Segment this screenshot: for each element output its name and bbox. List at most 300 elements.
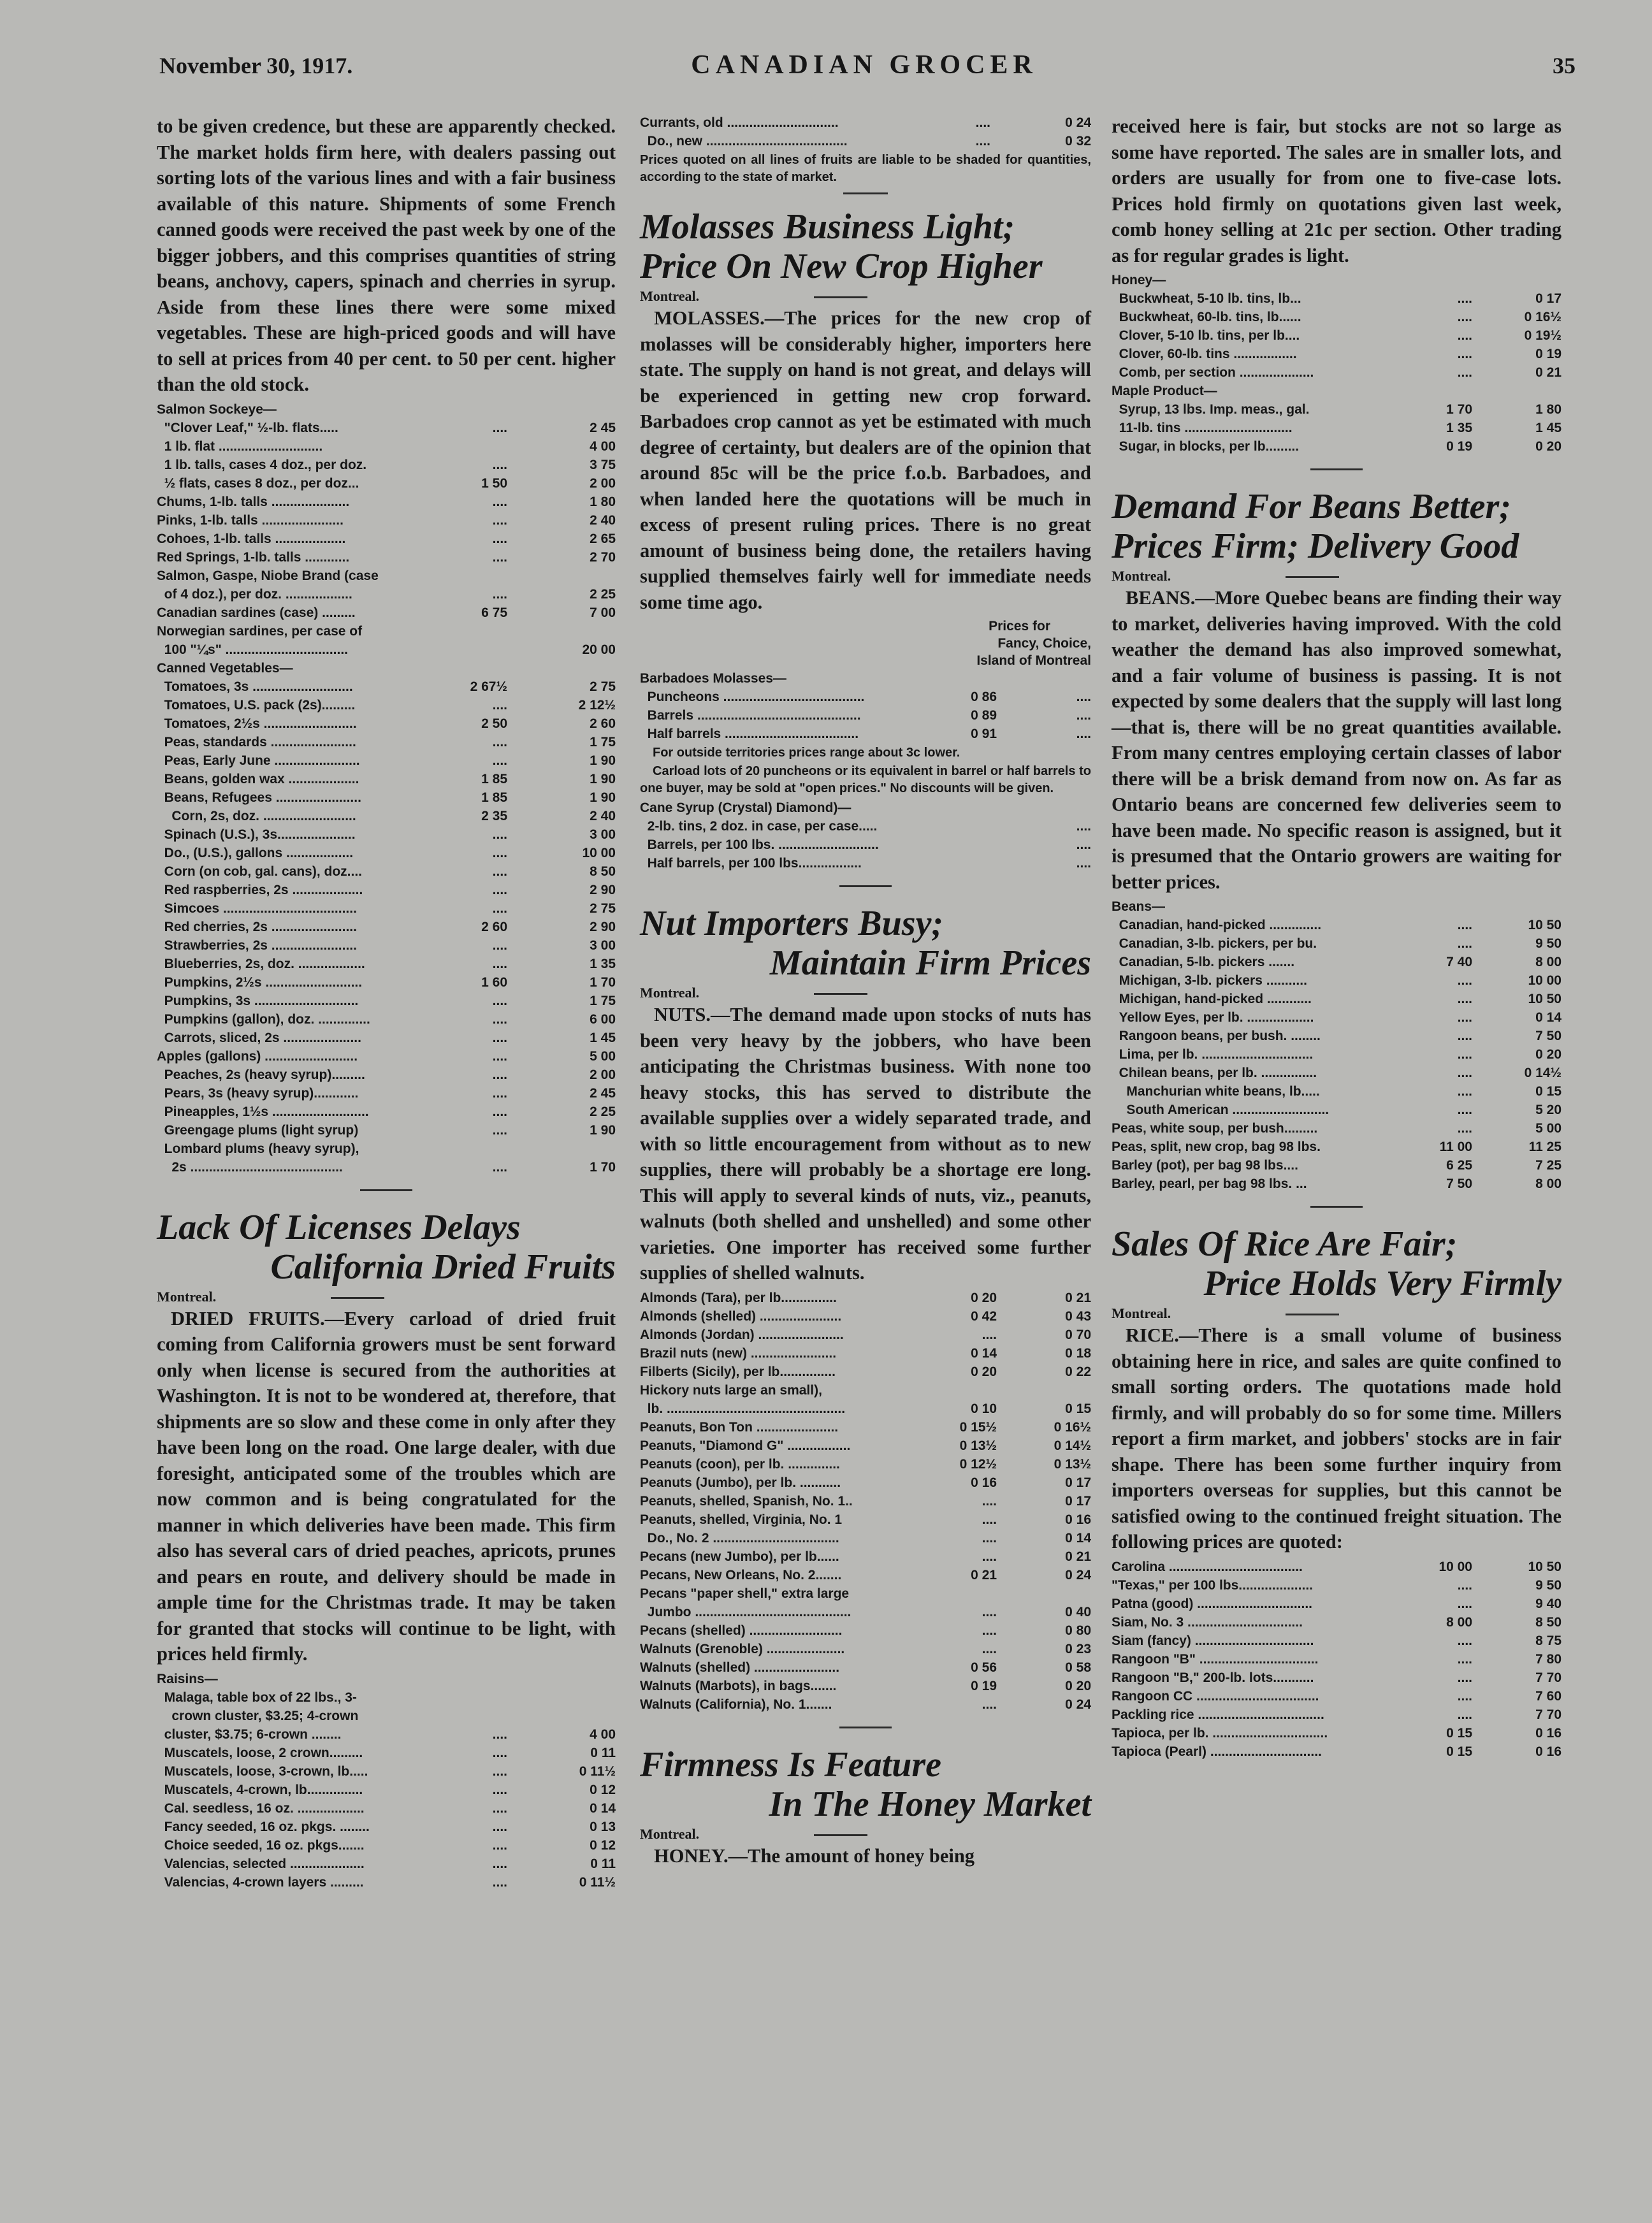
price-row — [157, 1047, 616, 1066]
price-row — [157, 1799, 616, 1818]
price-high: 0 17 — [1535, 291, 1561, 306]
price-low: .... — [492, 697, 507, 713]
price-low: 7 40 — [1446, 955, 1472, 969]
price-high: 0 80 — [1065, 1623, 1091, 1638]
price-item: Carrots, sliced, 2s ..................... — [157, 1030, 361, 1045]
price-row — [640, 1695, 1091, 1714]
colhead-line-2: Fancy, Choice, — [997, 636, 1091, 651]
dateline-text: Montreal. — [640, 288, 700, 304]
price-row — [640, 1621, 1091, 1640]
price-low: 0 19 — [1446, 439, 1472, 454]
price-row — [640, 113, 1091, 132]
price-low: .... — [1457, 1670, 1472, 1685]
currants-price-table — [640, 113, 1091, 150]
price-high — [1472, 382, 1561, 400]
price-high: 2 40 — [590, 808, 616, 823]
price-high — [507, 1688, 616, 1707]
price-item: Choice seeded, 16 oz. pkgs....... — [157, 1837, 365, 1853]
price-item: Canadian, hand-picked .............. — [1112, 918, 1322, 932]
column-3 — [1112, 113, 1561, 1761]
price-low — [933, 1584, 997, 1603]
price-row — [157, 1084, 616, 1103]
price-item: Hickory nuts large an small), — [640, 1382, 822, 1398]
dateline — [1112, 1305, 1561, 1322]
price-low: .... — [492, 993, 507, 1008]
price-item: Tapioca, per lb. ............................... — [1112, 1725, 1328, 1741]
price-item: Walnuts (shelled) ....................... — [640, 1660, 840, 1675]
price-high: 2 45 — [590, 420, 616, 435]
price-row — [1112, 1595, 1561, 1613]
price-row — [1112, 1027, 1561, 1045]
price-high: 1 70 — [590, 1159, 616, 1175]
price-low: 0 15 — [1446, 1725, 1472, 1741]
price-low: .... — [492, 734, 507, 749]
dateline-text: Montreal. — [157, 1288, 217, 1305]
price-row — [157, 1066, 616, 1084]
price-high: 10 00 — [1528, 973, 1561, 988]
price-low: 6 25 — [1446, 1158, 1472, 1173]
price-low: 1 50 — [481, 475, 507, 491]
price-row — [640, 1455, 1091, 1474]
price-high: 0 15 — [1065, 1401, 1091, 1416]
price-low: 2 60 — [481, 919, 507, 934]
molasses-column-heading — [640, 618, 1091, 669]
price-item: Peas, white soup, per bush......... — [1112, 1121, 1318, 1136]
price-high: 0 43 — [1065, 1308, 1091, 1324]
price-item: Michigan, hand-picked ............ — [1112, 992, 1312, 1006]
price-low — [939, 836, 997, 854]
headline-line-1: Demand For Beans Better; — [1112, 487, 1511, 526]
price-row — [640, 1307, 1091, 1326]
dateline-rule — [814, 296, 867, 298]
price-low: .... — [492, 1067, 507, 1082]
price-low: 1 85 — [481, 790, 507, 805]
price-row — [640, 1344, 1091, 1363]
price-low: .... — [492, 531, 507, 546]
canned-goods-price-table — [157, 400, 616, 1177]
price-item: Corn (on cob, gal. cans), doz.... — [157, 864, 363, 879]
price-high: 0 20 — [1535, 1047, 1561, 1062]
price-high: 8 50 — [590, 864, 616, 879]
dateline-text: Montreal. — [1112, 1305, 1171, 1321]
price-item: 100 "¼s" ................................. — [157, 642, 349, 657]
price-low: .... — [1457, 918, 1472, 932]
price-low: .... — [982, 1604, 997, 1619]
price-high: 2 12½ — [578, 697, 616, 713]
price-row — [1112, 916, 1561, 934]
price-row — [157, 474, 616, 493]
price-low: 0 14 — [971, 1345, 997, 1361]
price-low: .... — [1457, 1707, 1472, 1722]
price-item: Tapioca (Pearl) .............................. — [1112, 1744, 1322, 1759]
price-item: Sugar, in blocks, per lb......... — [1112, 439, 1300, 454]
dried-fruits-text: DRIED FRUITS.—Every carload of dried fruit coming from California growers must be sent forward only when license is secured from the authorities at Washington. It is not to be wondered at, therefore, that shipments are so slow and these come in only after they have been long on the road. One large dealer, with due foresight, anticipated some of the troubles which are now common and is being congratulated for the manner in which deliveries have been made. This firm also has several cars of dried peaches, apricots, prunes and pears en route, and delivery should be made in ample time for the Christmas trade. It may be taken for granted that stocks will continue to be light, with prices held firmly. — [157, 1307, 616, 1665]
price-high: 0 20 — [1065, 1678, 1091, 1693]
price-high: 1 80 — [1535, 402, 1561, 417]
section-separator — [360, 1189, 412, 1191]
price-item: Strawberries, 2s ....................... — [157, 938, 357, 953]
price-item: Walnuts (California), No. 1....... — [640, 1697, 832, 1712]
price-row — [1112, 1138, 1561, 1156]
price-low: 0 42 — [971, 1308, 997, 1324]
price-item: Cohoes, 1-lb. talls ................... — [157, 531, 346, 546]
price-row — [157, 1855, 616, 1873]
price-row — [1112, 1632, 1561, 1650]
price-row — [157, 1707, 616, 1725]
price-high: .... — [1076, 690, 1091, 704]
honey-price-table — [1112, 271, 1561, 456]
price-item: Canned Vegetables— — [157, 660, 293, 676]
price-low: .... — [1457, 992, 1472, 1006]
price-low: .... — [492, 1837, 507, 1853]
price-item: Greengage plums (light syrup) — [157, 1122, 359, 1138]
price-row — [1112, 1687, 1561, 1705]
price-item: Canadian, 3-lb. pickers, per bu. — [1112, 936, 1317, 951]
price-high: 5 00 — [590, 1048, 616, 1064]
price-row — [640, 725, 1091, 743]
price-item: Rangoon beans, per bush. ........ — [1112, 1029, 1321, 1043]
headline-line-2: Price Holds Very Firmly — [1203, 1264, 1561, 1303]
price-row — [157, 1836, 616, 1855]
price-row — [157, 1873, 616, 1892]
price-item: Valencias, selected .................... — [157, 1856, 365, 1871]
price-row — [157, 585, 616, 604]
price-high: 0 23 — [1065, 1641, 1091, 1656]
price-item: Pinks, 1-lb. talls ...................... — [157, 512, 344, 528]
price-item: Half barrels .................................... — [640, 727, 859, 741]
price-high: 2 45 — [590, 1085, 616, 1101]
price-high: 0 21 — [1065, 1549, 1091, 1564]
price-low: .... — [1457, 936, 1472, 951]
price-low: .... — [492, 882, 507, 897]
dateline — [640, 287, 1091, 305]
price-item: Tomatoes, U.S. pack (2s)......... — [157, 697, 356, 713]
price-item: Beans— — [1112, 899, 1166, 914]
price-high: 7 60 — [1535, 1688, 1561, 1704]
price-low: .... — [1457, 1066, 1472, 1080]
price-high: 1 45 — [590, 1030, 616, 1045]
price-low: .... — [492, 864, 507, 879]
price-low — [1402, 271, 1472, 289]
price-row — [1112, 326, 1561, 345]
dateline — [157, 1288, 616, 1306]
price-row — [1112, 308, 1561, 326]
price-row — [640, 1492, 1091, 1510]
price-item: Peanuts (Jumbo), per lb. ........... — [640, 1475, 841, 1490]
price-item: crown cluster, $3.25; 4-crown — [157, 1708, 359, 1723]
price-low: 0 13½ — [959, 1438, 997, 1453]
price-high: 0 19 — [1535, 347, 1561, 361]
price-item: Pecans "paper shell," extra large — [640, 1586, 850, 1601]
price-high — [507, 659, 616, 677]
price-row — [640, 1529, 1091, 1547]
price-item: Pears, 3s (heavy syrup)............ — [157, 1085, 359, 1101]
price-low: .... — [492, 1819, 507, 1834]
price-low: .... — [492, 1104, 507, 1119]
price-high: 0 13 — [590, 1819, 616, 1834]
price-low: .... — [492, 586, 507, 602]
section-separator — [839, 885, 892, 887]
molasses-headline — [640, 207, 1091, 286]
price-high: 10 50 — [1528, 1559, 1561, 1574]
price-high: 7 25 — [1535, 1158, 1561, 1173]
price-low: 2 67½ — [470, 679, 507, 694]
price-low: .... — [492, 512, 507, 528]
price-high — [997, 799, 1091, 817]
price-row — [157, 1688, 616, 1707]
price-item: Barbadoes Molasses— — [640, 671, 786, 686]
price-high: 0 14 — [1535, 1010, 1561, 1025]
price-item: lb. ................................................ — [640, 1401, 846, 1416]
price-low: 1 60 — [481, 974, 507, 990]
price-item: Siam (fancy) ................................ — [1112, 1633, 1314, 1648]
price-item: Clover, 60-lb. tins ................. — [1112, 347, 1297, 361]
price-low: 0 89 — [971, 708, 997, 723]
price-row — [157, 419, 616, 437]
price-item: Walnuts (Marbots), in bags....... — [640, 1678, 837, 1693]
price-high: 0 18 — [1065, 1345, 1091, 1361]
price-item: Cal. seedless, 16 oz. .................. — [157, 1800, 365, 1816]
price-item: Manchurian white beans, lb..... — [1112, 1084, 1320, 1099]
price-item: Lombard plums (heavy syrup), — [157, 1141, 359, 1156]
price-high: 0 16½ — [1524, 310, 1561, 324]
price-high: 1 90 — [590, 790, 616, 805]
price-low: .... — [982, 1530, 997, 1546]
price-row — [640, 706, 1091, 725]
price-high: .... — [1076, 819, 1091, 834]
price-item: Apples (gallons) ......................... — [157, 1048, 358, 1064]
price-item: Maple Product— — [1112, 384, 1217, 398]
price-high: 2 25 — [590, 586, 616, 602]
price-high: 9 50 — [1535, 1577, 1561, 1593]
price-high: 0 14 — [1065, 1530, 1091, 1546]
price-high: 0 19½ — [1524, 328, 1561, 343]
price-high: 10 50 — [1528, 992, 1561, 1006]
cane-syrup-price-table — [640, 799, 1091, 873]
price-row — [1112, 437, 1561, 456]
price-low: .... — [1457, 328, 1472, 343]
price-row — [157, 1818, 616, 1836]
price-low: 2 50 — [481, 716, 507, 731]
price-high: .... — [1076, 727, 1091, 741]
price-high: 7 70 — [1535, 1707, 1561, 1722]
price-row — [157, 918, 616, 936]
price-row — [157, 696, 616, 714]
price-low: .... — [1457, 1651, 1472, 1667]
price-high: 1 70 — [590, 974, 616, 990]
price-low — [1402, 382, 1472, 400]
price-low: 0 56 — [971, 1660, 997, 1675]
price-low: 0 91 — [971, 727, 997, 741]
price-item: Almonds (shelled) ...................... — [640, 1308, 842, 1324]
price-low: .... — [1457, 1047, 1472, 1062]
price-high: .... — [1076, 837, 1091, 852]
price-low — [418, 567, 507, 585]
price-high: 0 16 — [1535, 1725, 1561, 1741]
price-high: 0 20 — [1535, 439, 1561, 454]
price-low — [939, 799, 997, 817]
price-item: 1 lb. flat ............................ — [157, 438, 323, 454]
nuts-price-table — [640, 1289, 1091, 1714]
molasses-note-2: Carload lots of 20 puncheons or its equivalent in barrel or half barrels to one buyer, may be sold at "open prices." No discounts will be given. — [640, 764, 1091, 795]
rice-price-table — [1112, 1558, 1561, 1761]
price-item: Carolina .................................... — [1112, 1559, 1303, 1574]
price-low — [418, 400, 507, 419]
price-low — [1402, 897, 1472, 916]
price-row — [640, 854, 1091, 873]
price-row — [640, 1584, 1091, 1603]
price-low — [418, 1140, 507, 1158]
headline-line-1: Sales Of Rice Are Fair; — [1112, 1224, 1458, 1264]
price-high: 5 00 — [1535, 1121, 1561, 1136]
price-item: Pumpkins (gallon), doz. .............. — [157, 1011, 370, 1027]
price-high: 1 90 — [590, 753, 616, 768]
price-row — [157, 400, 616, 419]
price-low: 1 35 — [1446, 421, 1472, 435]
price-row — [157, 493, 616, 511]
price-row — [1112, 1064, 1561, 1082]
price-high: 2 75 — [590, 901, 616, 916]
price-row — [1112, 1650, 1561, 1669]
price-low: 2 35 — [481, 808, 507, 823]
price-high: 2 90 — [590, 919, 616, 934]
price-low: .... — [492, 845, 507, 860]
price-row — [1112, 1101, 1561, 1119]
price-high — [997, 669, 1091, 688]
price-row — [157, 862, 616, 881]
price-high: 0 22 — [1065, 1364, 1091, 1379]
price-high: 7 00 — [590, 605, 616, 620]
price-low: .... — [492, 1011, 507, 1027]
price-high: 0 17 — [1065, 1475, 1091, 1490]
price-row — [1112, 1613, 1561, 1632]
colhead-line-3: Island of Montreal — [976, 653, 1091, 668]
price-low — [418, 1707, 507, 1725]
price-high — [507, 567, 616, 585]
dateline-rule — [1286, 1314, 1339, 1315]
price-row — [1112, 1008, 1561, 1027]
price-low: .... — [982, 1697, 997, 1712]
price-item: Pecans, New Orleans, No. 2....... — [640, 1567, 842, 1582]
price-row — [640, 1381, 1091, 1400]
issue-date: November 30, 1917. — [159, 53, 353, 78]
price-row — [157, 844, 616, 862]
price-low: .... — [492, 1782, 507, 1797]
price-row — [1112, 1082, 1561, 1101]
price-item: Raisins— — [157, 1671, 218, 1686]
price-row — [1112, 345, 1561, 363]
price-low: .... — [1457, 365, 1472, 380]
price-row — [1112, 400, 1561, 419]
price-item: Malaga, table box of 22 lbs., 3- — [157, 1690, 357, 1705]
price-high: 7 70 — [1535, 1670, 1561, 1685]
price-high: 3 00 — [590, 938, 616, 953]
price-high: 5 20 — [1535, 1103, 1561, 1117]
price-row — [640, 1603, 1091, 1621]
price-row — [157, 1029, 616, 1047]
price-high: 0 21 — [1535, 365, 1561, 380]
price-low: .... — [982, 1641, 997, 1656]
price-high: 10 00 — [582, 845, 616, 860]
price-row — [640, 1510, 1091, 1529]
price-item: Peanuts, Bon Ton ...................... — [640, 1419, 839, 1435]
price-item: Currants, old .............................. — [640, 115, 839, 130]
price-row — [1112, 1724, 1561, 1742]
price-low: .... — [492, 420, 507, 435]
price-low — [939, 854, 997, 873]
price-high — [997, 1584, 1091, 1603]
price-row — [1112, 1119, 1561, 1138]
price-high: 1 80 — [590, 494, 616, 509]
headline-line-2: In The Honey Market — [769, 1784, 1091, 1824]
price-high: 0 11½ — [579, 1874, 616, 1890]
price-row — [157, 733, 616, 751]
dateline-text: Montreal. — [640, 985, 700, 1001]
price-low: .... — [1457, 1688, 1472, 1704]
molasses-note-1: For outside territories prices range about 3c lower. — [653, 746, 960, 760]
price-high: 0 40 — [1065, 1604, 1091, 1619]
honey-text-start: HONEY.—The amount of honey being — [654, 1844, 975, 1867]
price-high: 0 32 — [1065, 134, 1091, 148]
price-row — [1112, 1705, 1561, 1724]
price-high: 1 90 — [590, 1122, 616, 1138]
price-row — [157, 548, 616, 567]
section-separator — [1310, 468, 1363, 470]
price-low: 0 16 — [971, 1475, 997, 1490]
headline-line-2: Price On New Crop Higher — [640, 247, 1043, 286]
price-item: Do., No. 2 .................................. — [640, 1530, 839, 1546]
price-row — [157, 659, 616, 677]
price-row — [157, 1762, 616, 1781]
price-low: .... — [1457, 1084, 1472, 1099]
canned-goods-intro: to be given credence, but these are apparently checked. The market holds firm here, with dealers passing out sorting lots of the various lines and with a fair business available of this nature. Shipments of some French canned goods were received the past week by one of the bigger jobbers, and this comprises quantities of string beans, anchovy, capers, spinach and cherries in syrup. Aside from these lines there were some mixed vegetables. These are high-priced goods and will have to sell at prices from 40 per cent. to 50 per cent. higher than the old stock. — [157, 115, 616, 395]
price-row — [1112, 289, 1561, 308]
price-item: 2-lb. tins, 2 doz. in case, per case..... — [640, 819, 878, 834]
price-low: 7 50 — [1446, 1177, 1472, 1191]
price-row — [157, 770, 616, 788]
price-high: 3 00 — [590, 827, 616, 842]
price-high: 0 24 — [1065, 1697, 1091, 1712]
headline-line-1: Firmness Is Feature — [640, 1744, 941, 1785]
price-item: Barley, pearl, per bag 98 lbs. ... — [1112, 1177, 1307, 1191]
price-row — [1112, 1669, 1561, 1687]
price-low: .... — [492, 1085, 507, 1101]
price-item: Pumpkins, 3s ............................ — [157, 993, 359, 1008]
price-low — [418, 622, 507, 641]
price-high: 1 75 — [590, 993, 616, 1008]
price-high — [507, 1140, 616, 1158]
price-high: 8 75 — [1535, 1633, 1561, 1648]
price-high: 2 70 — [590, 549, 616, 565]
price-item: Barrels, per 100 lbs. ........................... — [640, 837, 879, 852]
price-row — [157, 530, 616, 548]
price-high: 1 75 — [590, 734, 616, 749]
price-row — [157, 1103, 616, 1121]
price-row — [1112, 1156, 1561, 1175]
dateline — [640, 1825, 1091, 1843]
price-low: .... — [1457, 1121, 1472, 1136]
price-item: Peanuts, shelled, Spanish, No. 1.. — [640, 1493, 853, 1509]
price-high: 9 50 — [1535, 936, 1561, 951]
dateline-text: Montreal. — [1112, 568, 1171, 584]
price-low: .... — [982, 1549, 997, 1564]
price-item: Beans, golden wax ................... — [157, 771, 359, 786]
price-item: Honey— — [1112, 273, 1166, 287]
price-row — [157, 714, 616, 733]
price-high: 2 65 — [590, 531, 616, 546]
price-row — [640, 1363, 1091, 1381]
price-high: 0 70 — [1065, 1327, 1091, 1342]
